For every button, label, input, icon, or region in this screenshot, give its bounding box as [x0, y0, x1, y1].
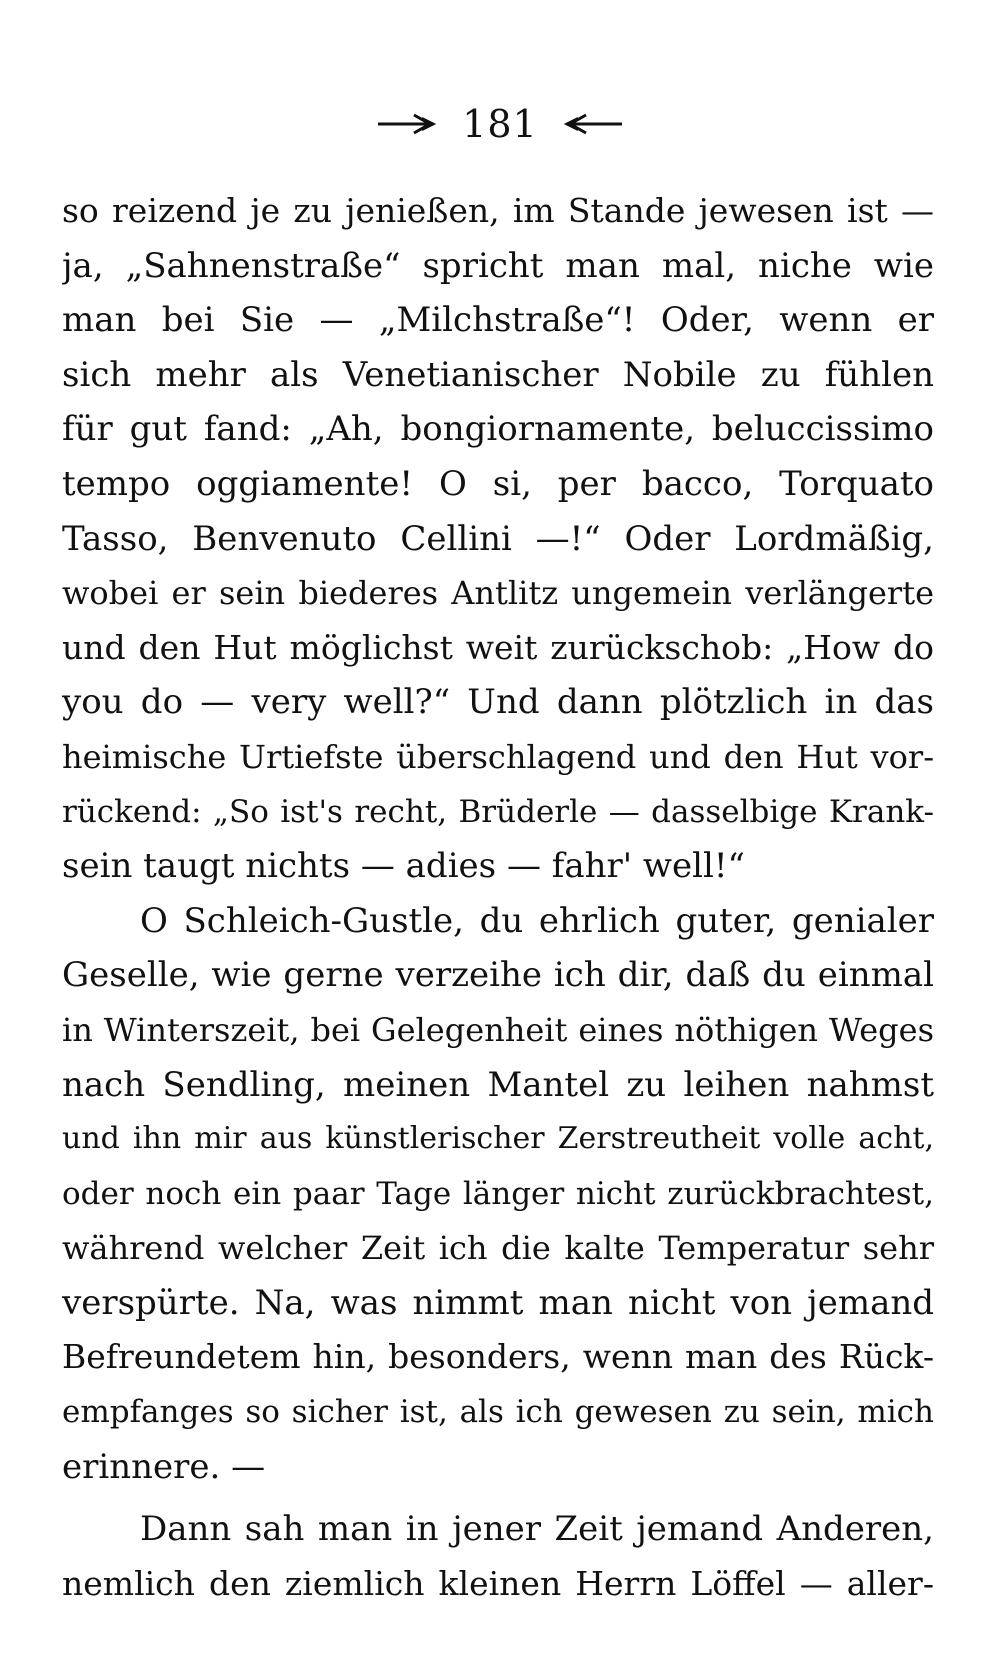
- text-line: you do — very well?“ Und dann plötzlich in das: [62, 682, 934, 723]
- text-line: verspürte. Na, was nimmt man nicht von jemand: [62, 1282, 934, 1323]
- text-line: sein taugt nichts — adies — fahr' well!“: [62, 846, 745, 887]
- text-line: oder noch ein paar Tage länger nicht zurückbrachtest,: [62, 1175, 934, 1212]
- page-header: [0, 94, 1000, 154]
- text-line: heimische Urtiefste überschlagend und den Hut vor-: [62, 737, 934, 776]
- text-line: ja, „Sahnenstraße“ spricht man mal, niche wie: [62, 245, 934, 286]
- text-line: sich mehr als Venetianischer Nobile zu fühlen: [62, 354, 934, 395]
- text-line: rückend: „So ist's recht, Brüderle — dasselbige Krank-: [62, 793, 934, 830]
- body-text: [62, 184, 934, 1611]
- text-line: in Winterszeit, bei Gelegenheit eines nöthigen Weges: [62, 1010, 934, 1049]
- text-line: nemlich den ziemlich kleinen Herrn Löffel — aller-: [62, 1563, 934, 1603]
- text-line: tempo oggiamente! O si, per bacco, Torquato: [62, 463, 934, 504]
- text-line: man bei Sie — „Milchstraße“! Oder, wenn er: [62, 300, 934, 341]
- text-line: für gut fand: „Ah, bongiornamente, beluccissimo: [62, 409, 934, 450]
- paragraph-2: [62, 894, 934, 1495]
- paragraph-3: [62, 1502, 934, 1611]
- text-line: Dann sah man in jener Zeit jemand Anderen,: [140, 1509, 934, 1550]
- text-line: Tasso, Benvenuto Cellini —!“ Oder Lordmäßig,: [62, 518, 934, 559]
- text-line: und den Hut möglichst weit zurückschob: „How do: [62, 627, 934, 667]
- text-line: erinnere. —: [62, 1446, 266, 1487]
- text-line: nach Sendling, meinen Mantel zu leihen nahmst: [62, 1064, 934, 1105]
- text-line: so reizend je zu jenießen, im Stande jewesen ist —: [62, 191, 934, 230]
- text-line: Geselle, wie gerne verzeihe ich dir, daß du einmal: [62, 955, 934, 996]
- text-line: Befreundetem hin, besonders, wenn man des Rück-: [62, 1337, 934, 1377]
- paragraph-spacer: [62, 1494, 934, 1502]
- arrow-right-ornament-icon: [376, 113, 438, 135]
- text-line: und ihn mir aus künstlerischer Zerstreutheit volle acht,: [62, 1121, 934, 1157]
- text-line: O Schleich-Gustle, du ehrlich guter, genialer: [140, 900, 934, 941]
- text-line: wobei er sein biederes Antlitz ungemein verlängerte: [62, 574, 934, 613]
- arrow-left-ornament-icon: [562, 113, 624, 135]
- text-line: empfanges so sicher ist, als ich gewesen zu sein, mich: [62, 1394, 934, 1431]
- paragraph-1: [62, 184, 934, 894]
- text-line: während welcher Zeit ich die kalte Temperatur sehr: [62, 1229, 934, 1268]
- page-number: 181: [462, 102, 538, 146]
